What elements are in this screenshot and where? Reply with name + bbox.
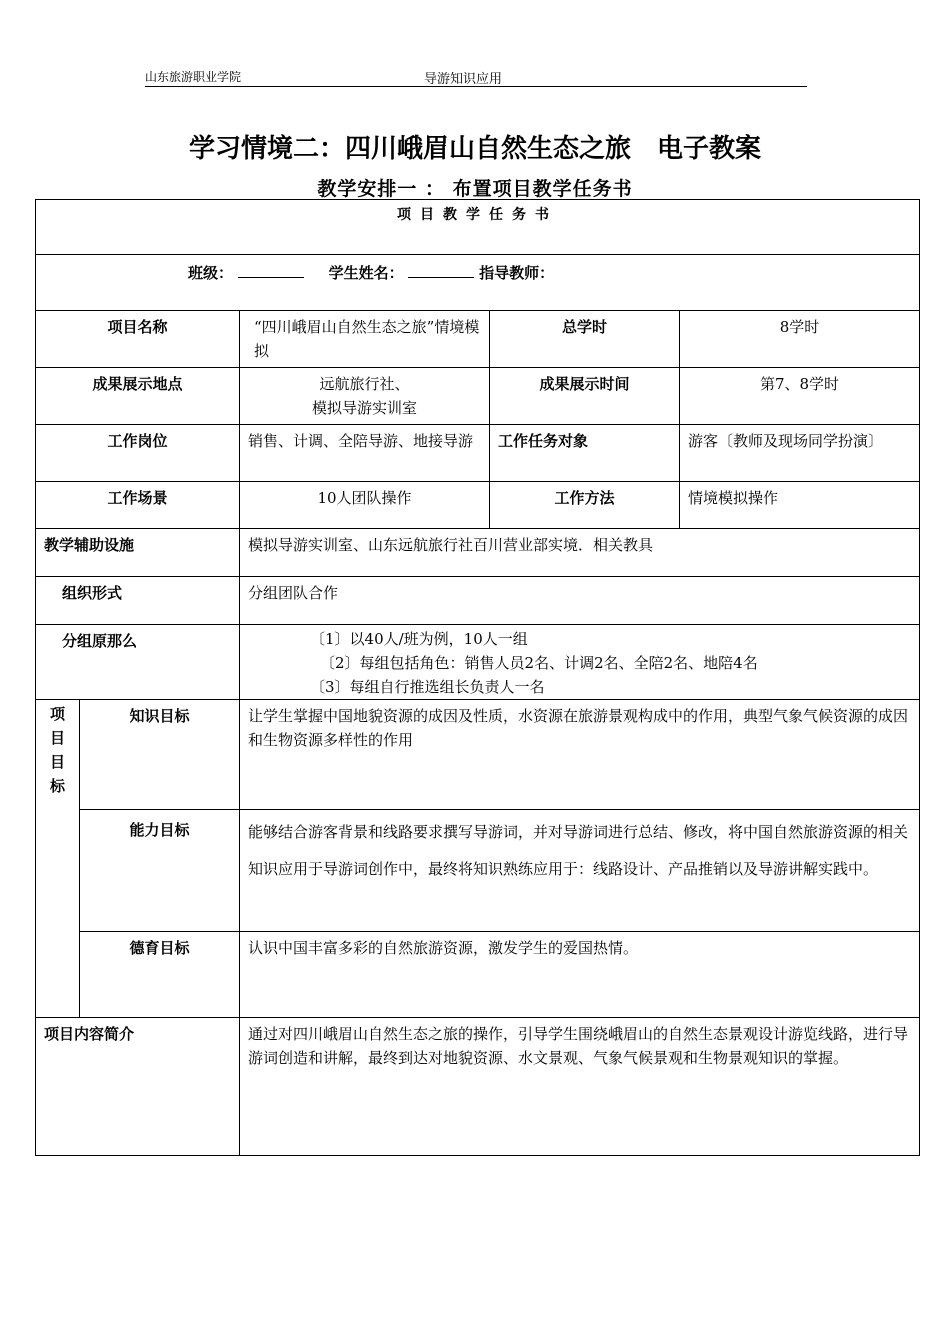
student-name-field[interactable] (408, 261, 474, 278)
table-heading-cell (36, 200, 920, 255)
total-hours-label: 总学时 (490, 311, 680, 368)
org-label: 组织形式 (36, 577, 240, 625)
scene: 10人团队操作 (240, 482, 490, 529)
content: 通过对四川峨眉山自然生态之旅的操作，引导学生围绕峨眉山的自然生态景观设计游览线路，进行导游词创造和讲解，最终到达对地貌资源、水文景观、气象气候景观和生物景观知识的掌握。 (240, 1018, 920, 1156)
page-header (145, 68, 807, 87)
knowledge-label: 知识目标 (80, 700, 240, 810)
project-name-label: 项目名称 (36, 311, 240, 368)
org: 分组团队合作 (240, 577, 920, 625)
table-heading: 项目教学任务书 (397, 207, 559, 223)
header-school: 山东旅游职业学院 (145, 70, 242, 84)
header-course: 导游知识应用 (424, 72, 503, 87)
venue-line1: 远航旅行社、 (319, 375, 410, 393)
venue-label: 成果展示地点 (36, 368, 240, 425)
teacher-label: 指导教师： (479, 264, 555, 282)
page-title: 学习情境二：四川峨眉山自然生态之旅 电子教案 (188, 134, 761, 164)
moral: 认识中国丰富多彩的自然旅游资源，激发学生的爱国热情。 (240, 932, 920, 1018)
post: 销售、计调、全陪导游、地接导游 (240, 425, 490, 482)
knowledge: 让学生掌握中国地貌资源的成因及性质，水资源在旅游景观构成中的作用，典型气象气候资源的成因和生物资源多样性的作用 (240, 700, 920, 810)
moral-label: 德育目标 (80, 932, 240, 1018)
post-label: 工作岗位 (36, 425, 240, 482)
group-rules (240, 625, 920, 700)
group-label: 分组原那么 (36, 625, 240, 700)
task-table (35, 199, 920, 1156)
ability: 能够结合游客背景和线路要求撰写导游词，并对导游词进行总结、修改，将中国自然旅游资源的相关知识应用于导游词创作中，最终将知识熟练应用于：线路设计、产品推销以及导游讲解实践中。 (240, 810, 920, 932)
facility-label: 教学辅助设施 (36, 529, 240, 577)
goals-char: 标 (49, 777, 65, 795)
project-name: “四川峨眉山自然生态之旅”情境模拟 (240, 311, 490, 368)
facility: 模拟导游实训室、山东远航旅行社百川营业部实境．相关教具 (240, 529, 920, 577)
goals-char: 目 (49, 729, 65, 747)
total-hours: 8学时 (680, 311, 920, 368)
time-label: 成果展示时间 (490, 368, 680, 425)
goals-char: 项 (49, 705, 65, 723)
object: 游客〔教师及现场同学扮演〕 (680, 425, 920, 482)
method: 情境模拟操作 (680, 482, 920, 529)
page-subtitle: 教学安排一 ： 布置项目教学任务书 (317, 178, 633, 200)
venue (240, 368, 490, 425)
venue-line2: 模拟导游实训室 (311, 399, 417, 417)
group-rule-2: 〔2〕每组包括角色：销售人员2名、计调2名、全陪2名、地陪4名 (320, 654, 758, 672)
class-label: 班级： (188, 264, 234, 282)
goals-char: 目 (49, 753, 65, 771)
scene-label: 工作场景 (36, 482, 240, 529)
group-rule-1: 〔1〕以40人/班为例，10人一组 (310, 630, 528, 648)
goals-label (36, 700, 80, 1018)
student-name-label: 学生姓名： (328, 264, 404, 282)
group-rule-3: 〔3〕每组自行推选组长负责人一名 (310, 678, 545, 696)
student-row (36, 255, 920, 311)
object-label: 工作任务对象 (490, 425, 680, 482)
time: 第7、8学时 (680, 368, 920, 425)
class-field[interactable] (238, 261, 304, 278)
ability-label: 能力目标 (80, 810, 240, 932)
content-label: 项目内容简介 (36, 1018, 240, 1156)
method-label: 工作方法 (490, 482, 680, 529)
